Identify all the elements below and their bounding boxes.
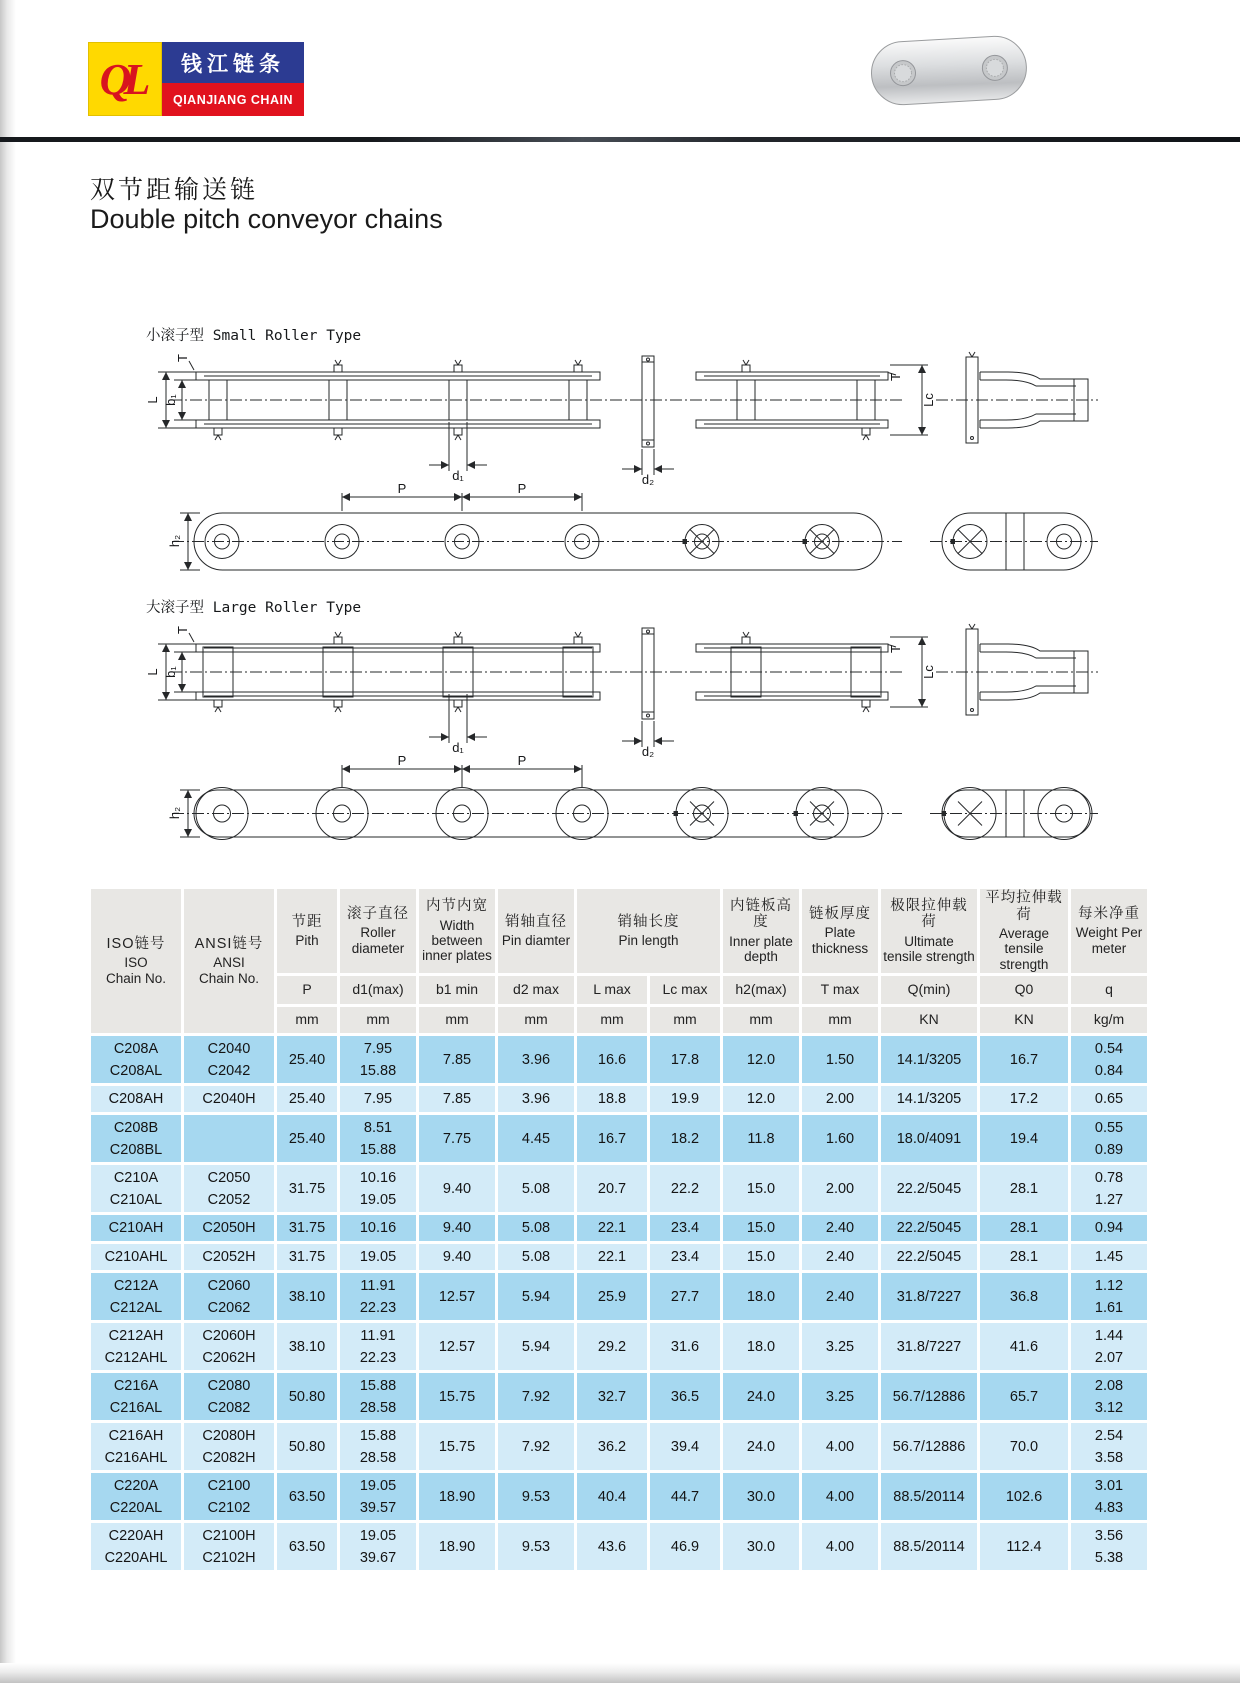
dim-label: d₁ — [452, 468, 464, 483]
cell-q0: 36.8 — [980, 1273, 1068, 1320]
page-title-en: Double pitch conveyor chains — [90, 204, 443, 234]
cell-d2: 4.45 — [498, 1115, 574, 1162]
cell-q0: 16.7 — [980, 1036, 1068, 1083]
table-row — [91, 1215, 1147, 1241]
dim-label: Lc — [921, 393, 936, 407]
dim-label: b₁ — [163, 394, 178, 406]
cell-lmax: 25.9 — [577, 1273, 647, 1320]
cell-w: 0.65 — [1071, 1086, 1147, 1112]
cell-iso: C210AHL — [91, 1244, 181, 1270]
cell-h2: 12.0 — [723, 1036, 799, 1083]
cell-d1: 19.05 39.57 — [340, 1473, 416, 1520]
cell-q0: 28.1 — [980, 1165, 1068, 1212]
cell-w: 3.56 5.38 — [1071, 1523, 1147, 1570]
cell-ansi: C2060H C2062H — [184, 1323, 274, 1370]
cell-h2: 15.0 — [723, 1215, 799, 1241]
cell-b1: 15.75 — [419, 1423, 495, 1470]
cell-lmax: 22.1 — [577, 1215, 647, 1241]
cell-d2: 5.94 — [498, 1323, 574, 1370]
cell-d1: 8.51 15.88 — [340, 1115, 416, 1162]
cell-lmax: 16.6 — [577, 1036, 647, 1083]
cell-ansi: C2100H C2102H — [184, 1523, 274, 1570]
col-header-roller-diameter: 滚子直径 Roller diameter — [340, 889, 416, 973]
symbol-cell: L max — [577, 976, 647, 1004]
cell-q: 31.8/7227 — [881, 1323, 977, 1370]
dim-label: P — [397, 753, 407, 768]
col-header-weight: 每米净重 Weight Per meter — [1071, 889, 1147, 973]
cell-iso: C208B C208BL — [91, 1115, 181, 1162]
unit-cell: kg/m — [1071, 1007, 1147, 1033]
unit-cell: mm — [498, 1007, 574, 1033]
dim-label: h₂ — [167, 806, 182, 820]
cell-iso: C220AH C220AHL — [91, 1523, 181, 1570]
cell-ansi: C2080H C2082H — [184, 1423, 274, 1470]
cell-lmax: 36.2 — [577, 1423, 647, 1470]
unit-cell: mm — [802, 1007, 878, 1033]
cell-b1: 18.90 — [419, 1473, 495, 1520]
symbol-cell: h2(max) — [723, 976, 799, 1004]
cell-q: 31.8/7227 — [881, 1273, 977, 1320]
cell-ansi: C2040 C2042 — [184, 1036, 274, 1083]
logo-mark — [88, 42, 162, 116]
cell-iso: C208AH — [91, 1086, 181, 1112]
cell-d1: 10.16 — [340, 1215, 416, 1241]
cell-q0: 19.4 — [980, 1115, 1068, 1162]
cell-ansi: C2040H — [184, 1086, 274, 1112]
cell-b1: 7.85 — [419, 1086, 495, 1112]
cell-lmax: 29.2 — [577, 1323, 647, 1370]
dim-label: P — [517, 481, 527, 496]
cell-b1: 15.75 — [419, 1373, 495, 1420]
cell-iso: C216A C216AL — [91, 1373, 181, 1420]
table-row — [91, 1373, 1147, 1420]
cell-p: 63.50 — [277, 1473, 337, 1520]
dim-label: d₁ — [452, 740, 464, 755]
col-header-pin-diameter: 销轴直径 Pin diamter — [498, 889, 574, 973]
symbol-cell: Q0 — [980, 976, 1068, 1004]
cell-lmax: 16.7 — [577, 1115, 647, 1162]
cell-w: 0.94 — [1071, 1215, 1147, 1241]
brand-name-cn: 钱江链条 — [162, 42, 304, 83]
unit-cell: KN — [980, 1007, 1068, 1033]
dim-label: L — [145, 396, 160, 404]
cell-b1: 18.90 — [419, 1523, 495, 1570]
page-edge-left — [0, 0, 16, 1683]
cell-q: 14.1/3205 — [881, 1086, 977, 1112]
dim-label: Lc — [921, 665, 936, 679]
col-header-ansi: ANSI链号 ANSI Chain No. — [184, 889, 274, 1033]
cell-ansi: C2080 C2082 — [184, 1373, 274, 1420]
cell-b1: 7.85 — [419, 1036, 495, 1083]
cell-lmax: 22.1 — [577, 1244, 647, 1270]
cell-d2: 7.92 — [498, 1423, 574, 1470]
cell-q: 88.5/20114 — [881, 1523, 977, 1570]
dim-label: L — [145, 668, 160, 676]
cell-t: 3.25 — [802, 1373, 878, 1420]
cell-ansi — [184, 1115, 274, 1162]
unit-cell: KN — [881, 1007, 977, 1033]
cell-t: 1.60 — [802, 1115, 878, 1162]
cell-q0: 102.6 — [980, 1473, 1068, 1520]
cell-iso: C210AH — [91, 1215, 181, 1241]
cell-t: 2.00 — [802, 1086, 878, 1112]
cell-ansi: C2050H — [184, 1215, 274, 1241]
cell-iso: C220A C220AL — [91, 1473, 181, 1520]
cell-q: 56.7/12886 — [881, 1373, 977, 1420]
cell-lcmax: 46.9 — [650, 1523, 720, 1570]
cell-p: 31.75 — [277, 1165, 337, 1212]
cell-b1: 9.40 — [419, 1244, 495, 1270]
col-header-plate-depth: 内链板高度 Inner plate depth — [723, 889, 799, 973]
cell-lcmax: 36.5 — [650, 1373, 720, 1420]
dim-label: T — [888, 645, 903, 653]
cell-b1: 9.40 — [419, 1165, 495, 1212]
cell-w: 3.01 4.83 — [1071, 1473, 1147, 1520]
cell-lcmax: 23.4 — [650, 1244, 720, 1270]
cell-lcmax: 39.4 — [650, 1423, 720, 1470]
cell-lmax: 43.6 — [577, 1523, 647, 1570]
cell-d2: 5.08 — [498, 1215, 574, 1241]
cell-q: 22.2/5045 — [881, 1244, 977, 1270]
cell-lcmax: 18.2 — [650, 1115, 720, 1162]
cell-p: 25.40 — [277, 1086, 337, 1112]
cell-d2: 5.08 — [498, 1244, 574, 1270]
cell-d2: 5.94 — [498, 1273, 574, 1320]
cell-d2: 3.96 — [498, 1036, 574, 1083]
table-row — [91, 1473, 1147, 1520]
table-row — [91, 1036, 1147, 1083]
table-row — [91, 1523, 1147, 1570]
cell-p: 63.50 — [277, 1523, 337, 1570]
cell-d1: 15.88 28.58 — [340, 1373, 416, 1420]
unit-cell: mm — [650, 1007, 720, 1033]
dim-label: d₂ — [641, 744, 655, 759]
cell-b1: 12.57 — [419, 1323, 495, 1370]
cell-lcmax: 19.9 — [650, 1086, 720, 1112]
cell-iso: C216AH C216AHL — [91, 1423, 181, 1470]
cell-q0: 17.2 — [980, 1086, 1068, 1112]
col-header-ultimate-strength: 极限拉伸载荷 Ultimate tensile strength — [881, 889, 977, 973]
spec-table-body — [91, 1036, 1147, 1570]
dim-label: T — [175, 626, 190, 634]
cell-p: 38.10 — [277, 1323, 337, 1370]
symbol-cell: d2 max — [498, 976, 574, 1004]
cell-q: 18.0/4091 — [881, 1115, 977, 1162]
col-header-plate-thickness: 链板厚度 Plate thickness — [802, 889, 878, 973]
cell-w: 1.12 1.61 — [1071, 1273, 1147, 1320]
symbol-cell: q — [1071, 976, 1147, 1004]
cell-p: 25.40 — [277, 1036, 337, 1083]
cell-lcmax: 44.7 — [650, 1473, 720, 1520]
cell-w: 2.08 3.12 — [1071, 1373, 1147, 1420]
cell-b1: 9.40 — [419, 1215, 495, 1241]
col-header-average-strength: 平均拉伸载荷 Average tensile strength — [980, 889, 1068, 973]
cell-t: 2.40 — [802, 1215, 878, 1241]
spec-table — [88, 886, 1150, 1573]
cell-h2: 15.0 — [723, 1165, 799, 1212]
cell-w: 2.54 3.58 — [1071, 1423, 1147, 1470]
cell-h2: 15.0 — [723, 1244, 799, 1270]
cell-t: 2.40 — [802, 1273, 878, 1320]
cell-p: 31.75 — [277, 1215, 337, 1241]
dim-label: T — [888, 373, 903, 381]
brand-logo — [88, 42, 304, 116]
cell-b1: 7.75 — [419, 1115, 495, 1162]
cell-d1: 10.16 19.05 — [340, 1165, 416, 1212]
col-header-iso: ISO链号 ISO Chain No. — [91, 889, 181, 1033]
cell-p: 50.80 — [277, 1423, 337, 1470]
cell-t: 4.00 — [802, 1423, 878, 1470]
cell-h2: 24.0 — [723, 1373, 799, 1420]
page-edge-bottom — [0, 1663, 1240, 1683]
cell-d1: 11.91 22.23 — [340, 1323, 416, 1370]
cell-lcmax: 23.4 — [650, 1215, 720, 1241]
cell-lcmax: 27.7 — [650, 1273, 720, 1320]
cell-iso: C212A C212AL — [91, 1273, 181, 1320]
cell-q: 88.5/20114 — [881, 1473, 977, 1520]
cell-d2: 9.53 — [498, 1523, 574, 1570]
table-row — [91, 1165, 1147, 1212]
dim-label: d₂ — [641, 472, 655, 487]
cell-q0: 65.7 — [980, 1373, 1068, 1420]
cell-p: 38.10 — [277, 1273, 337, 1320]
cell-q: 14.1/3205 — [881, 1036, 977, 1083]
cell-ansi: C2050 C2052 — [184, 1165, 274, 1212]
table-row — [91, 1323, 1147, 1370]
col-header-pitch: 节距 Pith — [277, 889, 337, 973]
cell-t: 4.00 — [802, 1523, 878, 1570]
cell-h2: 11.8 — [723, 1115, 799, 1162]
cell-t: 2.00 — [802, 1165, 878, 1212]
unit-cell: mm — [340, 1007, 416, 1033]
cell-w: 0.54 0.84 — [1071, 1036, 1147, 1083]
cell-d1: 7.95 15.88 — [340, 1036, 416, 1083]
diagram-caption-large: 大滚子型 Large Roller Type — [146, 600, 362, 616]
cell-h2: 24.0 — [723, 1423, 799, 1470]
table-row — [91, 1273, 1147, 1320]
diagram-small-roller — [130, 343, 1105, 583]
cell-q0: 41.6 — [980, 1323, 1068, 1370]
cell-ansi: C2052H — [184, 1244, 274, 1270]
cell-p: 25.40 — [277, 1115, 337, 1162]
symbol-cell: d1(max) — [340, 976, 416, 1004]
cell-d2: 5.08 — [498, 1165, 574, 1212]
table-row — [91, 1244, 1147, 1270]
cell-p: 31.75 — [277, 1244, 337, 1270]
cell-q: 22.2/5045 — [881, 1165, 977, 1212]
symbol-cell: P — [277, 976, 337, 1004]
cell-h2: 18.0 — [723, 1273, 799, 1320]
cell-lmax: 32.7 — [577, 1373, 647, 1420]
cell-w: 0.78 1.27 — [1071, 1165, 1147, 1212]
cell-q0: 70.0 — [980, 1423, 1068, 1470]
cell-h2: 18.0 — [723, 1323, 799, 1370]
cell-h2: 12.0 — [723, 1086, 799, 1112]
cell-t: 4.00 — [802, 1473, 878, 1520]
cell-q: 22.2/5045 — [881, 1215, 977, 1241]
dim-label: T — [175, 354, 190, 362]
cell-ansi: C2100 C2102 — [184, 1473, 274, 1520]
cell-ansi: C2060 C2062 — [184, 1273, 274, 1320]
cell-q: 56.7/12886 — [881, 1423, 977, 1470]
cell-lmax: 40.4 — [577, 1473, 647, 1520]
dim-label: P — [517, 753, 527, 768]
unit-cell: mm — [419, 1007, 495, 1033]
cell-q0: 112.4 — [980, 1523, 1068, 1570]
unit-cell: mm — [277, 1007, 337, 1033]
cell-lmax: 18.8 — [577, 1086, 647, 1112]
cell-iso: C208A C208AL — [91, 1036, 181, 1083]
table-row — [91, 1086, 1147, 1112]
cell-d1: 19.05 39.67 — [340, 1523, 416, 1570]
cell-lcmax: 22.2 — [650, 1165, 720, 1212]
cell-d1: 11.91 22.23 — [340, 1273, 416, 1320]
symbol-cell: Lc max — [650, 976, 720, 1004]
table-row — [91, 1115, 1147, 1162]
diagram-caption-small: 小滚子型 Small Roller Type — [146, 328, 362, 344]
unit-cell: mm — [577, 1007, 647, 1033]
header-divider-rule — [0, 137, 1240, 142]
cell-lcmax: 31.6 — [650, 1323, 720, 1370]
cell-q0: 28.1 — [980, 1244, 1068, 1270]
cell-iso: C212AH C212AHL — [91, 1323, 181, 1370]
cell-lmax: 20.7 — [577, 1165, 647, 1212]
cell-lcmax: 17.8 — [650, 1036, 720, 1083]
dim-label: P — [397, 481, 407, 496]
cell-p: 50.80 — [277, 1373, 337, 1420]
cell-q0: 28.1 — [980, 1215, 1068, 1241]
cell-h2: 30.0 — [723, 1473, 799, 1520]
table-row — [91, 1423, 1147, 1470]
cell-t: 1.50 — [802, 1036, 878, 1083]
symbol-cell: b1 min — [419, 976, 495, 1004]
cell-w: 1.45 — [1071, 1244, 1147, 1270]
cell-w: 0.55 0.89 — [1071, 1115, 1147, 1162]
cell-h2: 30.0 — [723, 1523, 799, 1570]
unit-cell: mm — [723, 1007, 799, 1033]
cell-d1: 19.05 — [340, 1244, 416, 1270]
cell-t: 3.25 — [802, 1323, 878, 1370]
cell-iso: C210A C210AL — [91, 1165, 181, 1212]
cell-d1: 7.95 — [340, 1086, 416, 1112]
symbol-cell: Q(min) — [881, 976, 977, 1004]
dim-label: h₂ — [167, 534, 182, 548]
chain-link-photo — [858, 24, 1040, 120]
cell-t: 2.40 — [802, 1244, 878, 1270]
page-title-cn: 双节距输送链 — [90, 176, 259, 204]
cell-d2: 3.96 — [498, 1086, 574, 1112]
col-header-inner-width: 内节内宽 Width between inner plates — [419, 889, 495, 973]
cell-d1: 15.88 28.58 — [340, 1423, 416, 1470]
cell-b1: 12.57 — [419, 1273, 495, 1320]
symbol-cell: T max — [802, 976, 878, 1004]
brand-name-en: QIANJIANG CHAIN — [162, 83, 304, 116]
col-header-pin-length: 销轴长度 Pin length — [577, 889, 720, 973]
logo-monogram: QL — [99, 54, 143, 104]
cell-d2: 7.92 — [498, 1373, 574, 1420]
cell-d2: 9.53 — [498, 1473, 574, 1520]
cell-w: 1.44 2.07 — [1071, 1323, 1147, 1370]
diagram-large-roller — [130, 615, 1105, 855]
dim-label: b₁ — [163, 666, 178, 678]
